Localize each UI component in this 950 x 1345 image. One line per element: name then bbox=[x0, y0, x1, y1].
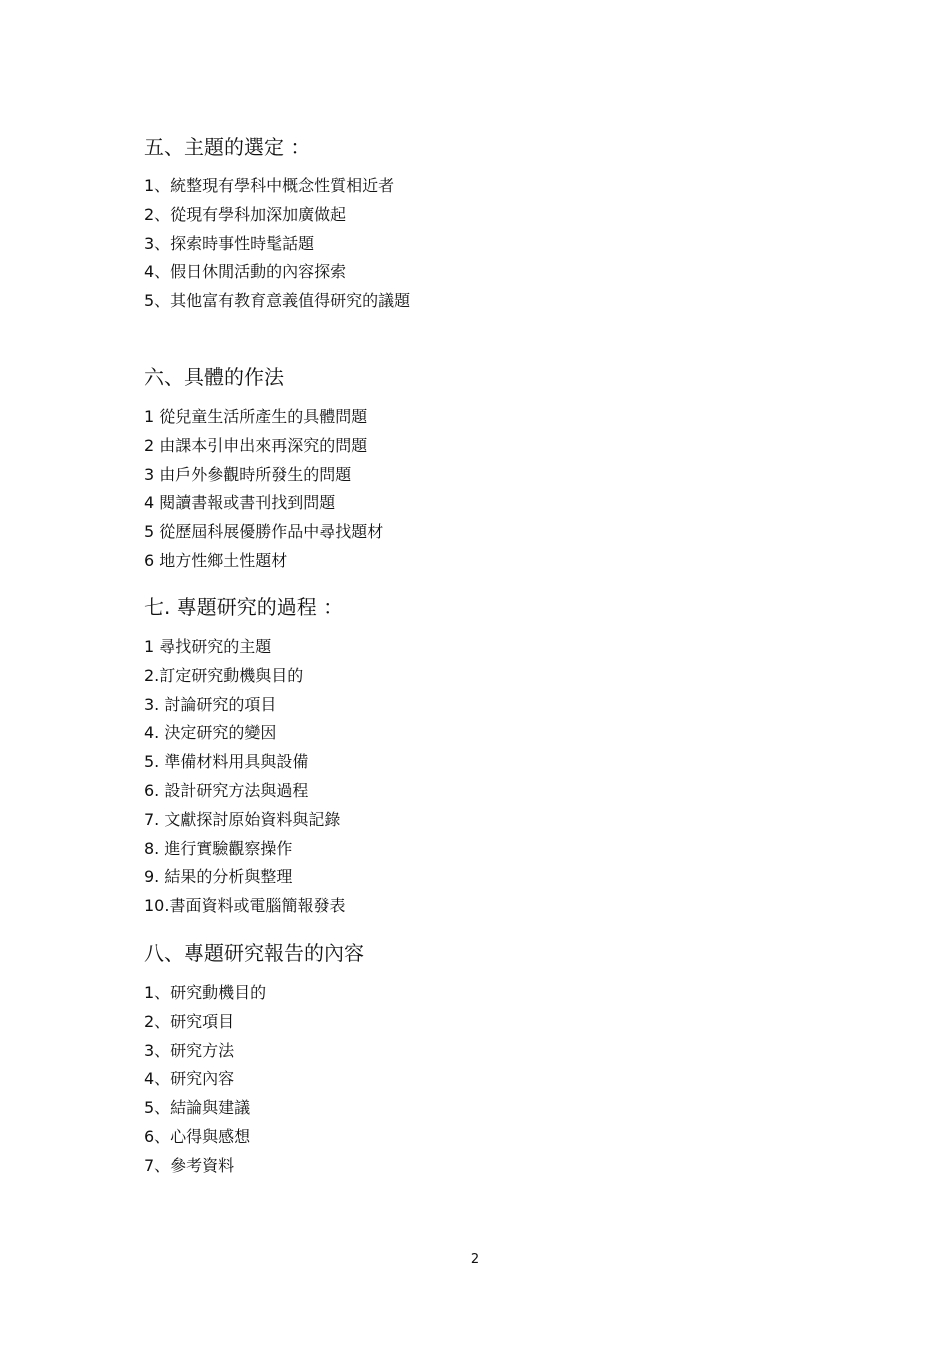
list-item: 2、研究項目 bbox=[144, 1011, 235, 1031]
list-item: 5. 準備材料用具與設備 bbox=[144, 752, 309, 772]
list-item: 1、研究動機目的 bbox=[144, 983, 267, 1002]
list-item: 5、其他富有教育意義值得研究的議題 bbox=[144, 291, 411, 311]
section-heading: 八、專題研究報告的內容 bbox=[144, 941, 364, 965]
section-heading: 五、主題的選定 ： bbox=[144, 135, 311, 159]
list-item: 4、假日休閒活動的內容探索 bbox=[144, 262, 347, 282]
item-list bbox=[144, 983, 844, 1185]
list-item: 4 閱讀書報或書刊找到問題 bbox=[144, 493, 336, 513]
list-item: 4. 決定研究的變因 bbox=[144, 723, 277, 743]
list-item: 7. 文獻探討原始資料與記錄 bbox=[144, 809, 341, 829]
list-item: 5、結論與建議 bbox=[144, 1098, 251, 1118]
section-topic-selection bbox=[144, 135, 844, 320]
list-item: 7、參考資料 bbox=[144, 1155, 235, 1175]
list-item: 3、研究方法 bbox=[144, 1040, 235, 1060]
section-heading: 七. 專題研究的過程 ： bbox=[144, 595, 344, 619]
list-item: 9. 結果的分析與整理 bbox=[144, 867, 293, 887]
list-item: 4、研究內容 bbox=[144, 1069, 235, 1089]
item-list bbox=[144, 407, 844, 580]
item-list bbox=[144, 176, 844, 320]
list-item: 2.訂定研究動機與目的 bbox=[144, 665, 304, 685]
list-item: 1、統整現有學科中概念性質相近者 bbox=[144, 176, 395, 195]
list-item: 3 由戶外參觀時所發生的問題 bbox=[144, 464, 352, 484]
section-heading: 六、具體的作法 bbox=[144, 365, 284, 389]
section-report-contents bbox=[144, 941, 844, 1185]
list-item: 5 從歷屆科展優勝作品中尋找題材 bbox=[144, 522, 384, 542]
list-item: 6、心得與感想 bbox=[144, 1126, 251, 1146]
item-list bbox=[144, 637, 844, 925]
section-research-process bbox=[144, 595, 844, 925]
list-item: 2 由課本引申出來再深究的問題 bbox=[144, 435, 368, 455]
list-item: 6. 設計研究方法與過程 bbox=[144, 780, 309, 800]
list-item: 3、探索時事性時髦話題 bbox=[144, 233, 315, 253]
list-item: 10.書面資料或電腦簡報發表 bbox=[144, 896, 346, 916]
list-item: 2、從現有學科加深加廣做起 bbox=[144, 204, 347, 224]
list-item: 1 從兒童生活所產生的具體問題 bbox=[144, 407, 368, 426]
list-item: 6 地方性鄉土性題材 bbox=[144, 550, 288, 570]
list-item: 1 尋找研究的主題 bbox=[144, 637, 272, 656]
list-item: 3. 討論研究的項目 bbox=[144, 694, 277, 714]
page-number: 2 bbox=[470, 1252, 480, 1267]
list-item: 8. 進行實驗觀察操作 bbox=[144, 838, 293, 858]
section-concrete-methods bbox=[144, 365, 844, 580]
